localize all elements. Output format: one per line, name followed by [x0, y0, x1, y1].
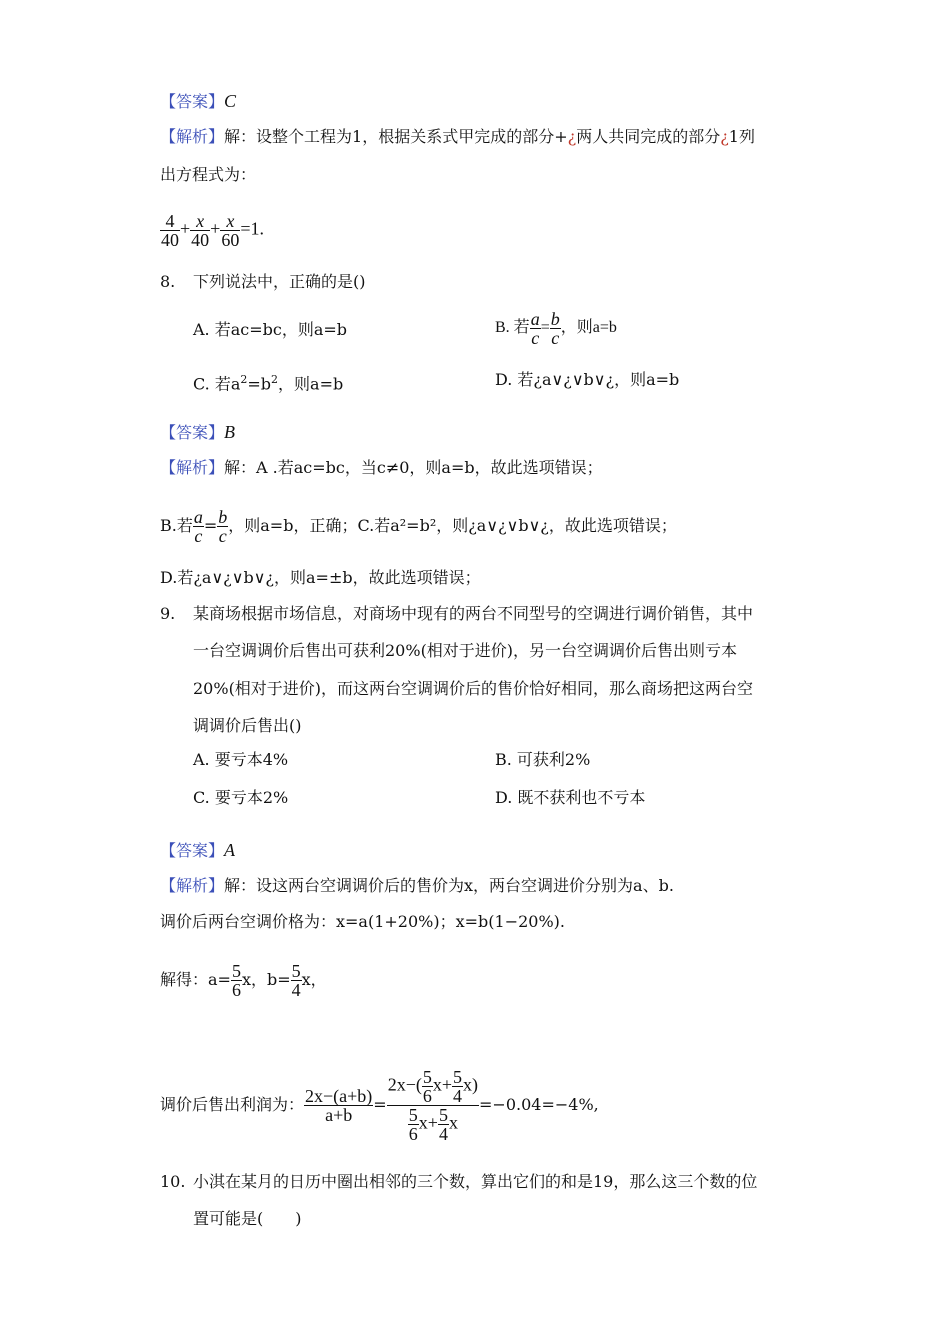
- q9-stem-line-2: 一台空调调价后售出可获利20%(相对于进价)，另一台空调调价后售出则亏本: [193, 641, 738, 660]
- q9-stem-line-3: 20%(相对于进价)，而这两台空调调价后的售价恰好相同，那么商场把这两台空: [193, 679, 754, 698]
- q8-analysis-line-3: D.若¿a∨¿∨b∨¿，则a=±b，故此选项错误；: [160, 568, 481, 587]
- q7-answer-line: [160, 91, 236, 112]
- q7-equation: $\frac{4}{40}$ + $\frac{x}{40}$ + $\frac{x}{60}$ =1.: [161, 211, 264, 250]
- fraction: $\frac{b}{c}$: [218, 507, 228, 546]
- q8-option-a: A. 若ac=bc，则a=b: [193, 320, 348, 339]
- analysis-tag: 【解析】: [160, 127, 225, 146]
- big-fraction: 2x−( $\frac{5}{6}$ x+ $\frac{5}{4}$ x) $\frac{5}{6}$ x+ $\frac{5}{4}$ x: [387, 1067, 479, 1144]
- q9-number: 9.: [160, 604, 176, 623]
- q8-answer-line: [160, 422, 235, 443]
- fraction: $\frac{a}{c}$: [530, 309, 540, 348]
- q10-stem-line-2: 置可能是( ): [193, 1209, 302, 1228]
- answer-value: C: [224, 91, 237, 111]
- q9-option-a: A. 要亏本4%: [193, 750, 289, 769]
- analysis-tag: 【解析】: [160, 458, 225, 477]
- fraction: $\frac{x}{60}$: [221, 211, 240, 250]
- q10-number: 10.: [160, 1172, 186, 1191]
- fraction: $\frac{5}{4}$: [438, 1105, 448, 1144]
- q9-solve-line: 解得：a= $\frac{5}{6}$ x，b= $\frac{5}{4}$ x，: [160, 961, 327, 1000]
- q9-answer-line: [160, 840, 235, 861]
- q8-analysis-line-1: 【解析】解：A .若ac=bc，当c≠0，则a=b，故此选项错误；: [160, 458, 603, 477]
- q8-option-c: C. 若$a^2=b^2$，则a=b: [193, 373, 344, 394]
- garbled-char: ¿: [720, 127, 729, 146]
- fraction: $\frac{4}{40}$: [161, 211, 179, 250]
- fraction: $\frac{a}{c}$: [193, 507, 203, 546]
- fraction: $\frac{x}{40}$: [191, 211, 210, 250]
- answer-value: A: [224, 840, 236, 860]
- q9-analysis-line-1: 【解析】解：设这两台空调调价后的售价为x，两台空调进价分别为a、b.: [160, 876, 674, 895]
- q9-option-c: C. 要亏本2%: [193, 788, 289, 807]
- q8-number: 8.: [160, 272, 176, 291]
- fraction: $\frac{5}{6}$: [422, 1067, 432, 1106]
- fraction: $\frac{5}{6}$: [231, 961, 241, 1000]
- q9-analysis-line-2: 调价后两台空调价格为：x=a(1+20%)；x=b(1−20%).: [160, 912, 565, 931]
- q10-stem-line-1: 小淇在某月的日历中圈出相邻的三个数，算出它们的和是19，那么这三个数的位: [193, 1172, 758, 1191]
- answer-tag: 【答案】: [160, 423, 225, 442]
- fraction: $\frac{b}{c}$: [550, 309, 560, 348]
- fraction: $\frac{2x-(a+b)}{a+b}$: [305, 1086, 373, 1125]
- q8-option-d: D. 若¿a∨¿∨b∨¿，则a=b: [495, 370, 680, 389]
- q7-analysis-line-1: 【解析】解：设整个工程为1，根据关系式甲完成的部分+¿两人共同完成的部分¿1列: [160, 127, 755, 146]
- q9-stem-line-4: 调调价后售出(): [193, 716, 302, 735]
- q8-option-b: B. 若 $\frac{a}{c}$ = $\frac{b}{c}$ ，则a=b: [495, 309, 617, 348]
- answer-tag: 【答案】: [160, 92, 225, 111]
- fraction: $\frac{5}{4}$: [291, 961, 301, 1000]
- fraction: $\frac{5}{4}$: [453, 1067, 463, 1106]
- q9-profit-line: 调价后售出利润为： $\frac{2x-(a+b)}{a+b}$ = 2x−( $\frac{5}{6}$ x+ $\frac{5}{4}$ x) $\frac{5}{6}$ x+ $\frac{5}{4}$ x =−0.04=−4%,: [160, 1067, 599, 1144]
- analysis-tag: 【解析】: [160, 876, 225, 895]
- answer-tag: 【答案】: [160, 841, 225, 860]
- q8-stem: 下列说法中，正确的是(): [193, 272, 366, 291]
- answer-value: B: [224, 422, 236, 442]
- q9-option-d: D. 既不获利也不亏本: [495, 788, 646, 807]
- garbled-char: ¿: [567, 127, 577, 146]
- fraction: $\frac{5}{6}$: [408, 1105, 418, 1144]
- q9-option-b: B. 可获利2%: [495, 750, 591, 769]
- q9-stem-line-1: 某商场根据市场信息，对商场中现有的两台不同型号的空调进行调价销售，其中: [193, 604, 754, 623]
- q7-analysis-line-2: 出方程式为：: [160, 165, 257, 184]
- q8-analysis-line-2: B.若 $\frac{a}{c}$ = $\frac{b}{c}$ ，则a=b，正确；C.若a²=b²，则¿a∨¿∨b∨¿，故此选项错误；: [160, 507, 677, 546]
